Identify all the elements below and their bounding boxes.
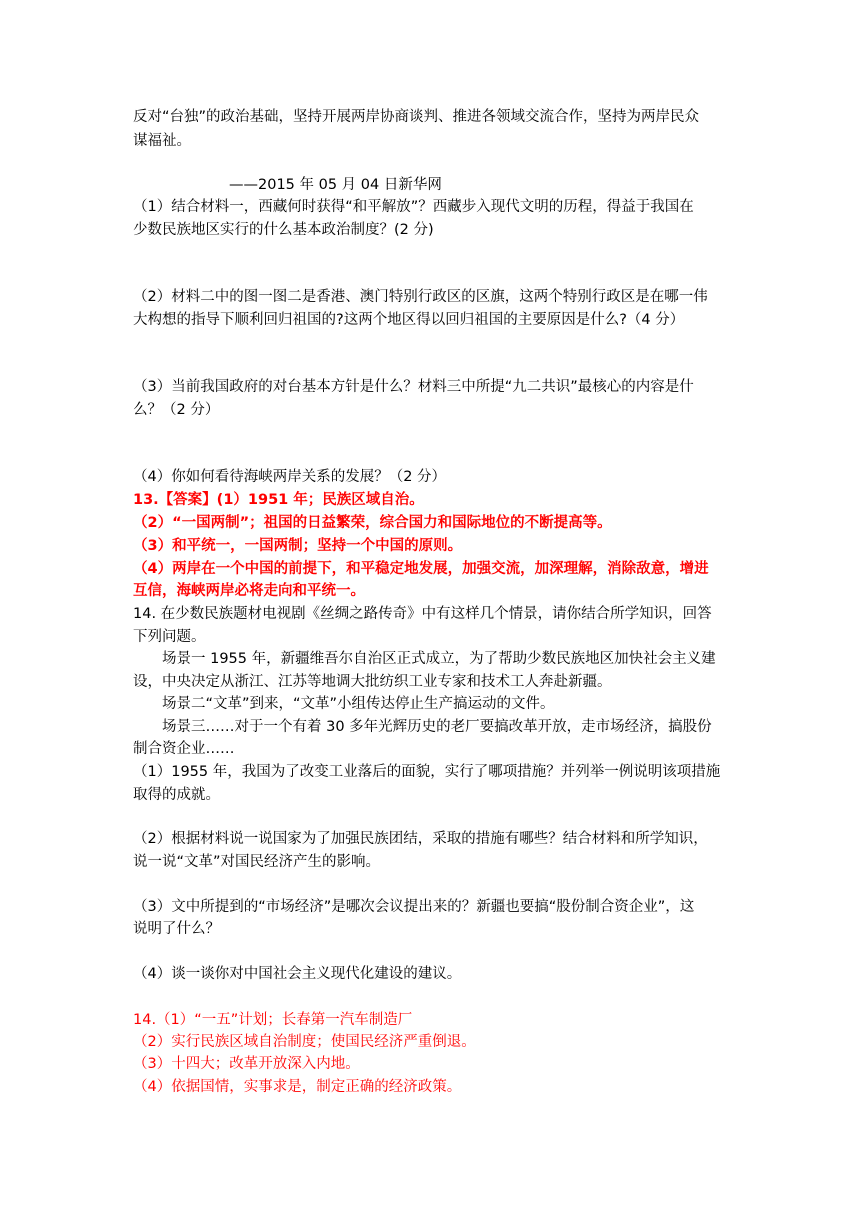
material3-text-line2: 谋福祉。: [133, 133, 191, 149]
answer13-a3: （3）和平统一，一国两制；坚持一个中国的原则。: [133, 538, 463, 554]
q13-sub4: （4）你如何看待海峡两岸关系的发展？（2 分）: [133, 469, 447, 485]
q14-sub3-line2: 说明了什么？: [133, 921, 220, 937]
answer13-a1: 13.【答案】(1）1951 年；民族区域自治。: [133, 492, 424, 508]
q14-sub1-line2: 取得的成就。: [133, 787, 220, 803]
q13-sub3-line1: （3）当前我国政府的对台基本方针是什么？材料三中所提“九二共识”最核心的内容是什: [133, 379, 694, 395]
q14-sub2-line1: （2）根据材料说一说国家为了加强民族团结，采取的措施有哪些？结合材料和所学知识，: [133, 831, 708, 847]
answer14-a1: 14.（1）“一五”计划；长春第一汽车制造厂: [133, 1012, 413, 1028]
q14-sub4: （4）谈一谈你对中国社会主义现代化建设的建议。: [133, 966, 462, 982]
q13-sub1-line1: （1）结合材料一，西藏何时获得“和平解放”？西藏步入现代文明的历程，得益于我国在: [133, 199, 694, 215]
q14-sub1-line1: （1）1955 年，我国为了改变工业落后的面貌，实行了哪项措施？并列举一例说明该项措施: [133, 764, 721, 780]
answer13-a2: （2）“一国两制”；祖国的日益繁荣，综合国力和国际地位的不断提高等。: [133, 515, 612, 531]
answer13-a4-line2: 互信，海峡两岸必将走向和平统一。: [133, 583, 365, 599]
material3-source: ——2015 年 05 月 04 日新华网: [229, 177, 442, 193]
q13-sub3-line2: 么？（2 分）: [133, 402, 220, 418]
answer14-a2: （2）实行民族区域自治制度；使国民经济严重倒退。: [133, 1034, 476, 1050]
q14-scene3-line1: 场景三……对于一个有着 30 多年光辉历史的老厂要搞改革开放，走市场经济，搞股份: [162, 719, 712, 735]
q13-sub1-line2: 少数民族地区实行的什么基本政治制度？(2 分): [133, 222, 434, 238]
answer14-a3: （3）十四大；改革开放深入内地。: [133, 1056, 360, 1072]
q14-intro-line2: 下列问题。: [133, 629, 206, 645]
material3-text-line1: 反对“台独”的政治基础，坚持开展两岸协商谈判、推进各领域交流合作，坚持为两岸民众: [133, 109, 700, 125]
answer13-a4-line1: （4）两岸在一个中国的前提下，和平稳定地发展，加强交流，加深理解，消除敌意，增进: [133, 561, 709, 577]
answer14-a4: （4）依据国情，实事求是，制定正确的经济政策。: [133, 1079, 462, 1095]
q13-sub2-line1: （2）材料二中的图一图二是香港、澳门特别行政区的区旗，这两个特别行政区是在哪一伟: [133, 289, 708, 305]
q14-sub3-line1: （3）文中所提到的“市场经济”是哪次会议提出来的？新疆也要搞“股份制合资企业”，这: [133, 899, 695, 915]
q14-sub2-line2: 说一说“文革”对国民经济产生的影响。: [133, 854, 381, 870]
q14-scene3-line2: 制合资企业……: [133, 741, 235, 757]
q14-intro-line1: 14. 在少数民族题材电视剧《丝绸之路传奇》中有这样几个情景，请你结合所学知识，回答: [133, 606, 712, 622]
q14-scene1-line2: 设，中央决定从浙江、江苏等地调大批纺织工业专家和技术工人奔赴新疆。: [133, 674, 612, 690]
q13-sub2-line2: 大构想的指导下顺利回归祖国的?这两个地区得以回归祖国的主要原因是什么?（4 分）: [133, 312, 685, 328]
q14-scene2: 场景二“文革”到来，“文革”小组传达停止生产搞运动的文件。: [162, 696, 555, 712]
q14-scene1-line1: 场景一 1955 年，新疆维吾尔自治区正式成立，为了帮助少数民族地区加快社会主义建: [162, 651, 716, 667]
